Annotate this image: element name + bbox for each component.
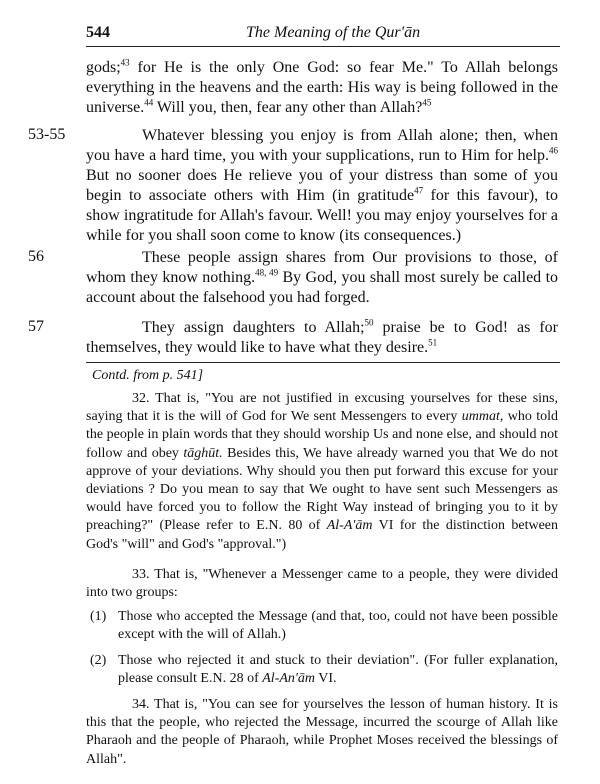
group-text: Those who rejected it and stuck to their deviation". (For fuller explanation, please consult E.N. 28 of Al-An'ām VI.	[118, 653, 558, 686]
group-number: (2)	[90, 653, 107, 668]
footnote-marker: 48, 49	[255, 267, 279, 278]
verse-block	[86, 248, 558, 308]
verse-text: These people assign shares from Our provisions to those, of whom they know nothing.$^{48, 49}$ By God, you shall most surely be called to account about the falsehood you had forged.	[86, 249, 559, 306]
footnote-text: 32. That is, "You are not justified in excusing yourselves for these sins, saying that it is the will of God for We sent Messengers to every ummat, who told the people in plain words that they should worship Us and none else, and should not follow and obey tāghūt. Besides this, We have already warned you that We do not approve of your deviations. Why should you then put forward this excuse for your deviations ? Do you mean to say that We ought to have sent such Messengers as would have forced you to follow the Right Way instead of bringing you to it by preaching?" (Please refer to E.N. 80 of Al-A'ām VI for the distinction between God's "will" and God's "approval.")	[86, 391, 559, 552]
page-number: 544	[86, 24, 110, 41]
footnote-marker: 43	[120, 57, 130, 68]
running-title: The Meaning of the Qur'ān	[246, 24, 421, 41]
italic-term: Al-An'ām	[262, 671, 316, 686]
footnote-marker: 45	[422, 97, 432, 108]
footnote-marker: 51	[428, 337, 438, 348]
italic-term: ummat,	[461, 409, 504, 425]
footnote	[86, 696, 558, 769]
footnote-text: 34. That is, "You can see for yourselves the lesson of human history. It is this that the people, who rejected the Message, incurred the scourge of Allah like Pharaoh and the people of Pharaoh, while Prophet Moses received the blessings of Allah".	[86, 697, 558, 767]
footnote-marker: 46	[549, 145, 558, 156]
running-header	[86, 24, 556, 46]
footnote-text: 33. That is, "Whenever a Messenger came to a people, they were divided into two groups:	[86, 567, 558, 601]
footnote	[86, 390, 558, 554]
group-text: Those who accepted the Message (and that, too, could not have been possible except with the will of Allah.)	[118, 609, 558, 642]
footnote-marker: 44	[144, 97, 154, 108]
header-rule	[86, 46, 560, 47]
verse-text: They assign daughters to Allah;$^{50}$ praise be to God! as for themselves, they would like to have what they desire.$^{51}$	[86, 317, 558, 356]
verse-number: 57	[28, 318, 44, 335]
verse-number: 53-55	[28, 126, 66, 143]
footnotes-rule	[86, 362, 560, 363]
verse-text: gods;$^{43}$ for He is the only One God: so fear Me." To Allah belongs everything in the heavens and the earth: His way is being followed in the universe.$^{44}$ Will you, then, fear any other than Allah?$^{45}$	[86, 57, 558, 116]
verse-block	[86, 126, 558, 246]
footnote-marker: 47	[414, 185, 424, 196]
verse-block	[86, 318, 558, 358]
continued-from-label: Contd. from p. 541]	[92, 368, 204, 383]
italic-term: tāghūt.	[183, 445, 223, 461]
verse-text: Whatever blessing you enjoy is from Allah alone; then, when you have a hard time, you with your supplications, run to Him for help.$^{46}$ But no sooner does He relieve you of your distress than some of you begin to associate others with Him (in gratitude$^{47}$ for this favour), to show ingratitude for Allah's favour. Well! you may enjoy yourselves for a while for you shall soon come to know (its consequences.)	[86, 127, 558, 244]
verse-number: 56	[28, 248, 44, 265]
group-number: (1)	[90, 609, 107, 624]
footnote-marker: 50	[364, 317, 374, 328]
verse-block	[86, 58, 558, 118]
italic-term: Al-A'ām	[326, 518, 373, 534]
footnote	[86, 566, 558, 602]
